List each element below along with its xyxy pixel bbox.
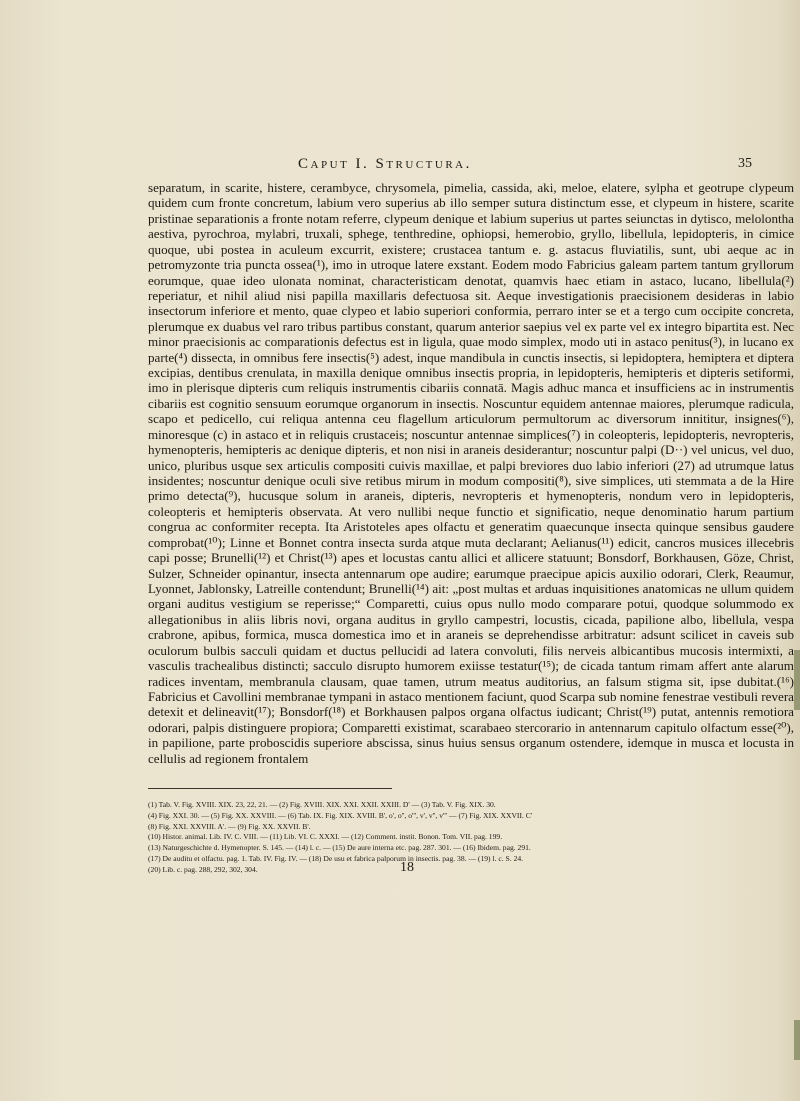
- footnote-line: (4) Fig. XXI. 30. — (5) Fig. XX. XXVIII. — (6) Tab. IX. Fig. XIX. XVIII. B', o', o'', o''', v', v'', v''' — (7) Fig. XIX. XXVII. C': [148, 810, 533, 820]
- footnote-line: (13) Naturgeschichte d. Hymenopter. S. 145. — (14) l. c. — (15) De aure interna etc. pag. 287. 301. — (16) Ibidem. pag. 291.: [148, 843, 531, 853]
- page-edge-stain: [794, 650, 800, 710]
- main-paragraph: separatum, in scarite, histere, cerambyce, chrysomela, pimelia, cassida, aki, meloe, elatere, sylpha et geotrupe clypeum quidem cum fronte concretum, labium vero superius ab illo semper sutura distinctum esse, et clypeum in histere, scarite pristinae separationis a fronte notam referre, clypeum denique et labium superius ut partes seiunctas in dytisco, melolontha aestiva, pyrochroa, mylabri, truxali, sphege, tenthredine, ophiopsi, hemerobio, gryllo, libellula, lepidopteris, in cimice quoque, ubi postea in aculeum excurrit, existere; crustacea tantum e. g. astacus fluviatilis, sunt, ubi aeque ac in petromyzonte tria puncta ossea(¹), imo in utroque latere exstant. Eodem modo Fabricius galeam partem tantum gryllorum eorumque, quae ideo ulonata nominat, characteristicam denotat, quamvis haec etiam in astaco, lucano, libellula(²) reperiatur, et nihil aliud nisi papilla maxillaris defectuosa sit. Aeque investigationis praecisionem desideras in labio insectorum inferiore et mento, quae clypeo et labio superiori conformia, perraro inter se et a tergo cum occipite concreta, plerumque ex duabus vel raro tribus partibus constant, quarum anterior saepius vel ex parte vel ex integro bipartita est. Nec minor praecisionis ac comparationis defectus est in ligula, quae modo simplex, modo uti in astaco penitus(³), in lucano ex parte(⁴) dissecta, in omnibus fere insectis(⁵) adest, inque mandibula in cunctis insectis, si lepidoptera, hemiptera et diptera excipias, dentibus crenulata, in maxilla denique omnibus insectis propria, in lepidopteris, hemipteris et dipteris setiformi, imo in plerisque dipteris cum reliquis instrumentis cibariis connatā. Magis adhuc manca et insufficiens ac in instrumentis cibariis est cognitio sensuum eorumque organorum in insectis. Noscuntur equidem antennae maiores, plerumque radicula, scapo et pedicello, cui reliqua antenna ceu flagellum articulorum permultorum ac diversorum innititur, insignes(⁶), minoresque (c) in astaco et in reliquis crustaceis; noscuntur antennae simplices(⁷) in coleopteris, lepidopteris, nevropteris, hymenopteris, hemipteris ac denique dipteris, et non nisi in araneis desiderantur; noscuntur palpi (D··) vel unicus, vel duo, unico, pluribus usque sex articulis compositi cuivis maxillae, et palpi breviores duo labio inferiori (27) ad utrumque latus insidentes; noscuntur denique oculi sive retibus mirum in modum compositi(⁸), sive simplices, uti stemmata a de la Hire primo detecta(⁹), hucusque solum in araneis, dipteris, nevropteris et hymenopteris, nondum vero in lepidopteris, coleopteris et hemipteris observata. At vero nullibi neque functio et significatio, neque denominatio harum partium congrua ac conformiter recepta. Ita Aristoteles apes olfactu et generatim quaecunque insecta quinque sensibus gaudere comprobat(¹⁰); Linne et Bonnet contra insecta surda atque muta declarant; Aelianus(¹¹) edicit, cancros musices illecebris capi posse; Brunelli(¹²) et Christ(¹³) apes et locustas cantu allici et allicere statuunt; Bonsdorf, Borkhausen, Göze, Christ, Sulzer, Schneider opinantur, insecta antennarum ope audire; earumque praecipue apicis auxilio odorari, Clerk, Reaumur, Lyonnet, Jablonsky, Latreille contendunt; Brunelli(¹⁴) ait: „post multas et arduas inquisitiones anatomicas ne ullum quidem organi auditus vestigium se reperisse;“ Comparetti, cuius opus nullo modo comparare potui, quodque solummodo ex allegationibus in aliis libris novi, organa auditus in gryllo campestri, locustis, cicada, papilione albo, libellula, vespa crabrone, apibus, formica, musca domestica imo et in araneis se deprehendisse arbitratur: adsunt scilicet in caveis sub oculorum bulbis sacculi quidam et ductus pellucidi ad latera convoluti, filis nerveis albicantibus mucosis intermixti, a vasculis trachealibus distincti; sacculo disrupto humorem exiisse testatur(¹⁵); de cicada tantum rimam affert ante alarum radices inventam, membranula clausam, quae tamen, utrum meatus auditorius, an falsum stigma sit, ipse dubitat.(¹⁶) Fabricius et Cavollini membranae tympani in astaco mentionem faciunt, quod Scarpa sub nomine fenestrae vestibuli revera detexit et delineavit(¹⁷); Bonsdorf(¹⁸) et Borkhausen palpos organa olfactus iudicant; Christ(¹⁹) putat, antennis remotiora odorari, palpis distinguere propiora; Comparetti existimat, scarabaeo stercorario in antennarum capitulo olfactum esse(²⁰), in papilione, parte proboscidis superiore abscissa, sinus huius sensus organum ostendere, idemque in musca et locusta in cellulis ad regionem frontalem: [148, 180, 794, 766]
- footnote-line: (17) De auditu et olfactu. pag. 1. Tab. IV. Fig. IV. — (18) De usu et fabrica palporum in insectis. pag. 38. — (19) l. c. S. 24.: [148, 853, 524, 863]
- footnote-divider: [148, 788, 392, 789]
- main-text: [148, 180, 794, 766]
- footnote-line: (20) Lib. c. pag. 288, 292, 302, 304.: [148, 864, 258, 874]
- running-head: Caput I. Structura.: [298, 156, 472, 172]
- footnotes: [148, 800, 794, 876]
- page-header: [148, 156, 794, 176]
- page-edge-stain: [794, 1020, 800, 1060]
- footnote-line: (1) Tab. V. Fig. XVIII. XIX. 23, 22, 21. — (2) Fig. XVIII. XIX. XXI. XXII. XXIII. D' — (3) Tab. V. Fig. XIX. 30.: [148, 800, 496, 809]
- page-number: 35: [738, 156, 752, 171]
- footnote-line: (8) Fig. XXI. XXVIII. A'. — (9) Fig. XX. XXVII. B'.: [148, 821, 311, 831]
- signature-mark: 18: [400, 860, 414, 875]
- footnote-line: (10) Histor. animal. Lib. IV. C. VIII. — (11) Lib. VI. C. XXXI. — (12) Comment. instit. Bonon. Tom. VII. pag. 199.: [148, 832, 503, 842]
